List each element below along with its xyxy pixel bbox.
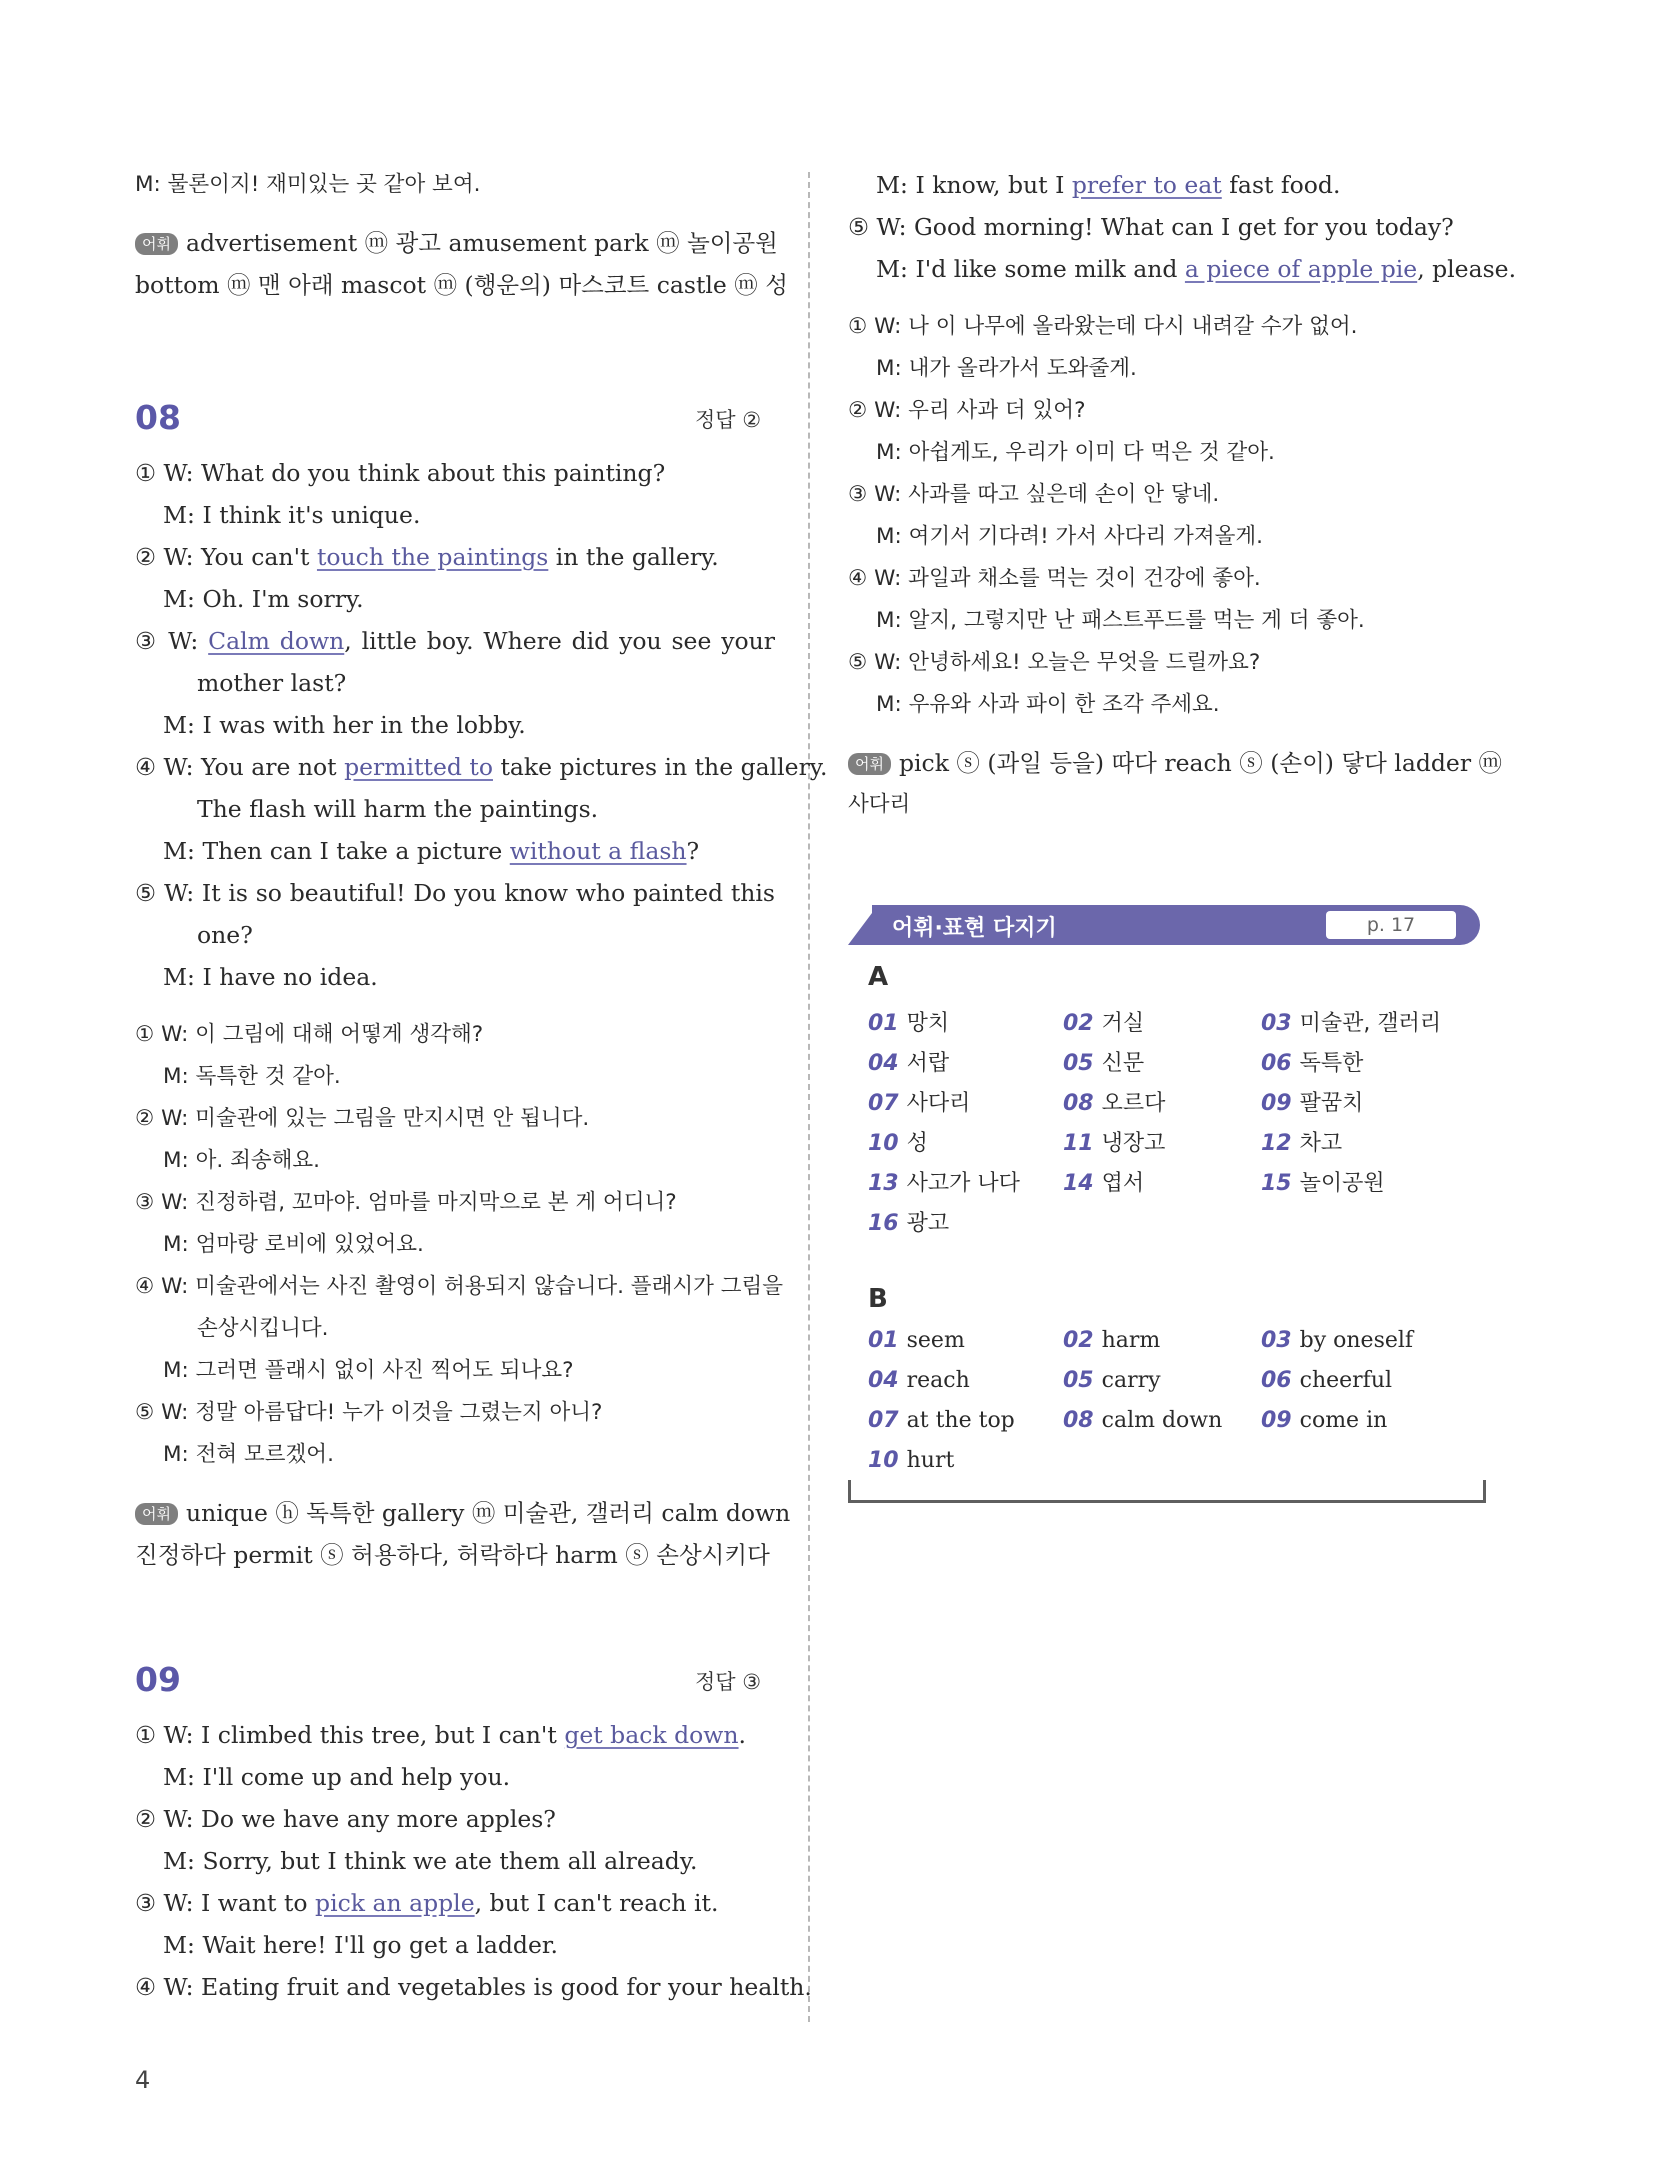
answer-item <box>1261 1006 1441 1037</box>
script-line: one? <box>197 921 253 949</box>
answer-number: 01 <box>868 1328 899 1353</box>
translation-line: M: 여기서 기다려! 가서 사다리 가져올게. <box>876 524 1263 549</box>
intro-line: M: 물론이지! 재미있는 곳 같아 보여. <box>135 172 481 197</box>
script-line: The flash will harm the paintings. <box>197 795 599 823</box>
translation-line: ② W: 우리 사과 더 있어? <box>848 398 1086 423</box>
key-phrase: get back down <box>564 1721 739 1749</box>
key-phrase: without a flash <box>509 837 687 865</box>
answer-item <box>1063 1328 1160 1353</box>
script-line: ② W: Do we have any more apples? <box>135 1805 556 1833</box>
answer-number: 09 <box>1261 1408 1292 1433</box>
key-phrase: pick an apple <box>315 1889 475 1917</box>
vocab-tag: 어휘 <box>135 1503 178 1525</box>
key-phrase: permitted to <box>344 753 493 781</box>
answer-number: 04 <box>868 1368 899 1393</box>
translation-line: 손상시킵니다. <box>197 1316 329 1341</box>
answer-item <box>868 1408 1015 1433</box>
answer-item <box>868 1368 970 1393</box>
translation-line: M: 우유와 사과 파이 한 조각 주세요. <box>876 692 1220 717</box>
answer-label: 정답 ③ <box>695 1670 762 1694</box>
translation-line: M: 그러면 플래시 없이 사진 찍어도 되나요? <box>163 1358 574 1383</box>
answer-text: 성 <box>906 1131 928 1156</box>
key-phrase: a piece of apple pie <box>1184 255 1418 283</box>
translation-line: M: 독특한 것 같아. <box>163 1064 341 1089</box>
vocab-box-09 <box>848 748 1502 778</box>
answer-number: 12 <box>1261 1131 1292 1156</box>
answer-text: reach <box>906 1368 970 1393</box>
answer-number: 05 <box>1063 1051 1094 1076</box>
answer-text: 미술관, 갤러리 <box>1299 1011 1442 1036</box>
script-line: M: I think it's unique. <box>163 501 421 529</box>
translation-line: ① W: 나 이 나무에 올라왔는데 다시 내려갈 수가 없어. <box>848 314 1358 339</box>
answer-item <box>868 1006 949 1037</box>
answer-number: 06 <box>1261 1051 1292 1076</box>
answer-text: 오르다 <box>1101 1091 1166 1116</box>
answer-text: seem <box>906 1328 965 1353</box>
answer-number: 05 <box>1063 1368 1094 1393</box>
answer-text: 광고 <box>906 1211 950 1236</box>
script-line: M: I'll come up and help you. <box>163 1763 511 1791</box>
script-line: M: I was with her in the lobby. <box>163 711 526 739</box>
answer-text: 놀이공원 <box>1299 1171 1385 1196</box>
answer-number: 13 <box>868 1171 899 1196</box>
answer-number: 02 <box>1063 1328 1094 1353</box>
question-number: 09 <box>135 1660 181 1699</box>
answer-text: by oneself <box>1299 1328 1414 1353</box>
translation-line: ④ W: 미술관에서는 사진 촬영이 허용되지 않습니다. 플래시가 그림을 <box>135 1274 784 1299</box>
answer-number: 10 <box>868 1131 899 1156</box>
vocab-line: 사다리 <box>848 792 911 817</box>
vocab-line: advertisement ⓜ 광고 amusement park ⓜ 놀이공원 <box>185 229 778 257</box>
answer-text: 냉장고 <box>1101 1131 1166 1156</box>
script-line: M: Sorry, but I think we ate them all already. <box>163 1847 698 1875</box>
review-title: 어휘·표현 다지기 <box>892 916 1057 941</box>
answer-text: 독특한 <box>1299 1051 1364 1076</box>
translation-line: ③ W: 사과를 따고 싶은데 손이 안 닿네. <box>848 482 1220 507</box>
translation-line: ⑤ W: 안녕하세요! 오늘은 무엇을 드릴까요? <box>848 650 1261 675</box>
translation-line: M: 아쉽게도, 우리가 이미 다 먹은 것 같아. <box>876 440 1275 465</box>
translation-line: M: 아. 죄송해요. <box>163 1148 320 1173</box>
script-line: ⑤ W: Good morning! What can I get for you today? <box>848 213 1454 241</box>
answer-item <box>1063 1046 1144 1077</box>
answer-item <box>868 1086 970 1117</box>
answer-item <box>868 1126 928 1157</box>
answer-number: 07 <box>868 1091 899 1116</box>
translation-line: ① W: 이 그림에 대해 어떻게 생각해? <box>135 1022 484 1047</box>
script-line: ③ W: Calm down, little boy. Where did you see your <box>135 627 775 655</box>
answer-text: 망치 <box>906 1011 950 1036</box>
answer-number: 14 <box>1063 1171 1094 1196</box>
question-number: 08 <box>135 398 181 437</box>
answer-item <box>1261 1368 1392 1393</box>
answer-text: hurt <box>906 1448 955 1473</box>
script-line: ② W: You can't touch the paintings in the gallery. <box>135 543 719 571</box>
column-divider <box>808 172 810 2022</box>
answer-number: 08 <box>1063 1408 1094 1433</box>
answer-item <box>868 1166 1020 1197</box>
answer-item <box>1261 1408 1387 1433</box>
answer-text: at the top <box>906 1408 1015 1433</box>
answer-item <box>868 1206 949 1237</box>
answer-number: 15 <box>1261 1171 1292 1196</box>
answer-text: carry <box>1101 1368 1161 1393</box>
answer-item <box>1063 1166 1144 1197</box>
answer-item <box>1063 1006 1144 1037</box>
script-line: M: Oh. I'm sorry. <box>163 585 364 613</box>
translation-line: M: 엄마랑 로비에 있었어요. <box>163 1232 424 1257</box>
answer-text: come in <box>1299 1408 1388 1433</box>
script-line: ③ W: I want to pick an apple, but I can't reach it. <box>135 1889 719 1917</box>
answer-label: 정답 ② <box>695 408 762 432</box>
answer-text: 차고 <box>1299 1131 1343 1156</box>
script-line: ① W: I climbed this tree, but I can't get back down. <box>135 1721 747 1749</box>
translation-line: M: 내가 올라가서 도와줄게. <box>876 356 1137 381</box>
vocab-tag: 어휘 <box>848 753 891 775</box>
answer-number: 11 <box>1063 1131 1094 1156</box>
answer-text: cheerful <box>1299 1368 1393 1393</box>
review-page-ref: p. 17 <box>1326 911 1456 939</box>
translation-line: ② W: 미술관에 있는 그림을 만지시면 안 됩니다. <box>135 1106 590 1131</box>
answer-item <box>1261 1086 1363 1117</box>
vocab-box-08 <box>135 1498 790 1528</box>
answer-text: harm <box>1101 1328 1161 1353</box>
translation-line: ③ W: 진정하렴, 꼬마야. 엄마를 마지막으로 본 게 어디니? <box>135 1190 677 1215</box>
key-phrase: touch the paintings <box>316 543 549 571</box>
answer-text: 엽서 <box>1101 1171 1145 1196</box>
answer-item <box>1063 1126 1165 1157</box>
answer-item <box>1261 1328 1413 1353</box>
script-line: mother last? <box>197 669 347 697</box>
translation-line: M: 전혀 모르겠어. <box>163 1442 334 1467</box>
answer-text: 신문 <box>1101 1051 1145 1076</box>
review-box-frame <box>848 1480 1486 1503</box>
translation-line: ⑤ W: 정말 아름답다! 누가 이것을 그렸는지 아니? <box>135 1400 603 1425</box>
answer-number: 08 <box>1063 1091 1094 1116</box>
translation-line: M: 알지, 그렇지만 난 패스트푸드를 먹는 게 더 좋아. <box>876 608 1365 633</box>
answer-number: 04 <box>868 1051 899 1076</box>
answer-text: calm down <box>1101 1408 1223 1433</box>
script-line: M: Wait here! I'll go get a ladder. <box>163 1931 558 1959</box>
vocab-box-07 <box>135 228 778 258</box>
answer-number: 09 <box>1261 1091 1292 1116</box>
translation-line: ④ W: 과일과 채소를 먹는 것이 건강에 좋아. <box>848 566 1261 591</box>
answer-text: 사고가 나다 <box>906 1171 1020 1196</box>
answer-number: 01 <box>868 1011 899 1036</box>
section-b-label: B <box>868 1284 888 1314</box>
answer-item <box>1063 1408 1222 1433</box>
script-line: ④ W: Eating fruit and vegetables is good for your health. <box>135 1973 812 2001</box>
script-line: M: I know, but I prefer to eat fast food. <box>876 171 1341 199</box>
vocab-tag: 어휘 <box>135 233 178 255</box>
script-line: ④ W: You are not permitted to take pictures in the gallery. <box>135 753 828 781</box>
answer-text: 거실 <box>1101 1011 1145 1036</box>
answer-text: 사다리 <box>906 1091 971 1116</box>
script-line: ① W: What do you think about this painting? <box>135 459 666 487</box>
answer-item <box>1261 1046 1363 1077</box>
vocab-line: pick ⓢ (과일 등을) 따다 reach ⓢ (손이) 닿다 ladder ⓜ <box>898 749 1503 777</box>
script-line: M: I have no idea. <box>163 963 378 991</box>
script-line: M: I'd like some milk and a piece of apple pie, please. <box>876 255 1517 283</box>
answer-item <box>1261 1166 1385 1197</box>
answer-item <box>1063 1086 1165 1117</box>
review-header <box>848 905 1480 945</box>
answer-item <box>1261 1126 1342 1157</box>
answer-item <box>868 1328 965 1353</box>
answer-number: 02 <box>1063 1011 1094 1036</box>
vocab-line: 진정하다 permit ⓢ 허용하다, 허락하다 harm ⓢ 손상시키다 <box>135 1541 770 1569</box>
answer-number: 07 <box>868 1408 899 1433</box>
answer-number: 16 <box>868 1211 899 1236</box>
vocab-line: bottom ⓜ 맨 아래 mascot ⓜ (행운의) 마스코트 castle ⓜ 성 <box>135 271 788 299</box>
key-phrase: prefer to eat <box>1071 171 1222 199</box>
script-line: ⑤ W: It is so beautiful! Do you know who painted this <box>135 879 775 907</box>
answer-number: 06 <box>1261 1368 1292 1393</box>
answer-number: 03 <box>1261 1011 1292 1036</box>
answer-number: 03 <box>1261 1328 1292 1353</box>
script-line: M: Then can I take a picture without a flash? <box>163 837 700 865</box>
answer-number: 10 <box>868 1448 899 1473</box>
answer-item <box>868 1448 954 1473</box>
section-a-label: A <box>868 962 889 992</box>
answer-item <box>1063 1368 1161 1393</box>
answer-text: 팔꿈치 <box>1299 1091 1364 1116</box>
page-number: 4 <box>135 2066 151 2094</box>
answer-item <box>868 1046 949 1077</box>
vocab-line: unique ⓗ 독특한 gallery ⓜ 미술관, 갤러리 calm down <box>185 1499 791 1527</box>
key-phrase: Calm down <box>208 627 345 655</box>
answer-text: 서랍 <box>906 1051 950 1076</box>
